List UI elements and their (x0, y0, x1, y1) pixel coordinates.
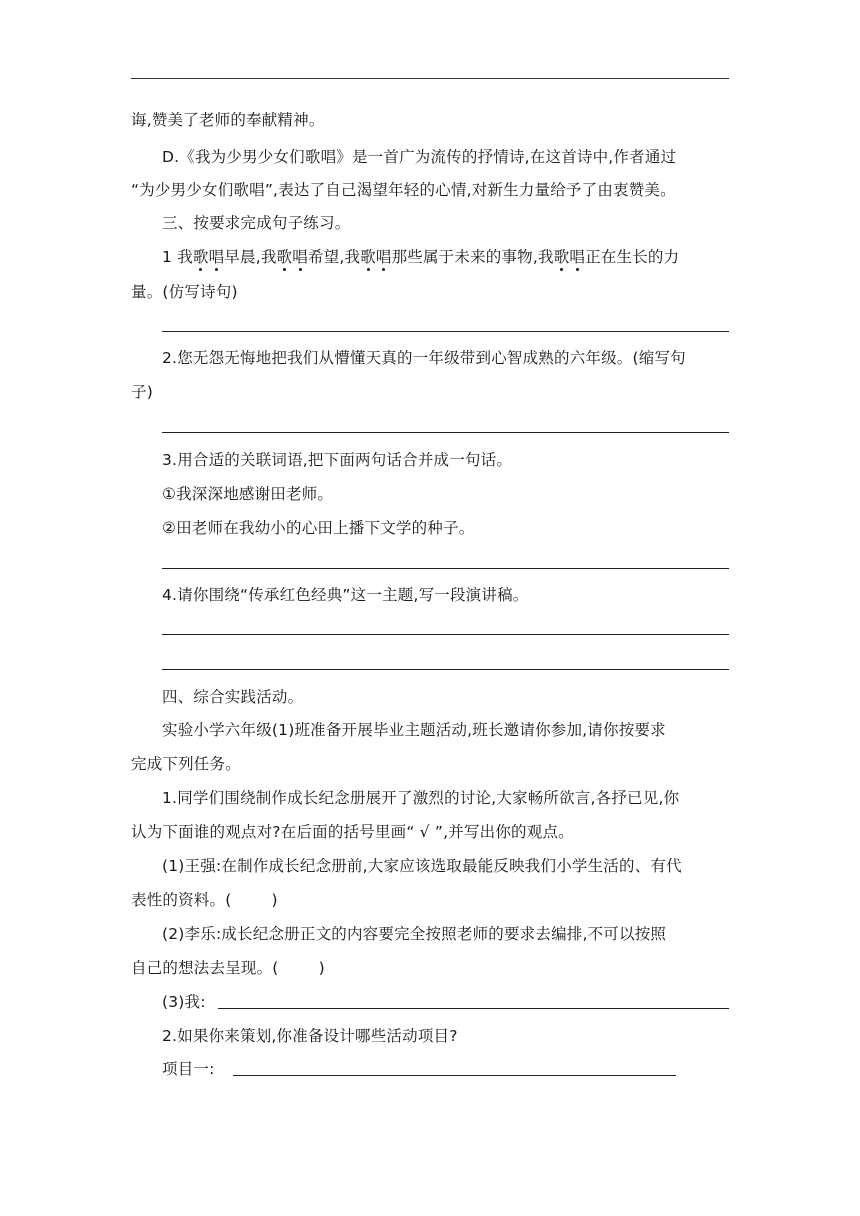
emphasized-char: 唱 (208, 248, 225, 266)
task-1-line2: 认为下面谁的观点对?在后面的括号里画“ √ ”,并写出你的观点。 (131, 823, 574, 841)
text-segment: 正在生长的力 (585, 248, 680, 266)
answer-line-q3[interactable] (162, 568, 729, 569)
text-segment: 1 我 (162, 248, 193, 266)
header-rule (131, 78, 729, 79)
option-d-line2: “为少男少女们歌唱”,表达了自己渴望年轻的心情,对新生力量给予了由衷赞美。 (131, 181, 676, 199)
emphasized-char: 歌 (192, 248, 209, 266)
answer-line-q4-a[interactable] (162, 634, 729, 635)
task-2-line1: 2.如果你来策划,你准备设计哪些活动项目? (162, 1027, 458, 1045)
answer-line-q4-b[interactable] (162, 669, 729, 670)
opinion-2-line1: (2)李乐:成长纪念册正文的内容要完全按照老师的要求去编排,不可以按照 (162, 925, 667, 943)
opinion-3-label: (3)我: (162, 993, 206, 1011)
opinion-1-text: 表性的资料。( (131, 891, 232, 909)
text-segment: 那些属于未来的事物,我 (391, 248, 554, 266)
opinion-1-line1: (1)王强:在制作成长纪念册前,大家应该选取最能反映我们小学生活的、有代 (162, 857, 682, 875)
emphasized-char: 唱 (375, 248, 392, 266)
opinion-1-line2 (131, 889, 278, 911)
paragraph-end: 诲,赞美了老师的奉献精神。 (131, 111, 325, 129)
question-3-line1: 3.用合适的关联词语,把下面两句话合并成一句话。 (162, 451, 513, 469)
emphasized-char: 歌 (553, 248, 570, 266)
project-1-label: 项目一: (162, 1060, 215, 1078)
question-2-line1: 2.您无怨无悔地把我们从懵懂天真的一年级带到心智成熟的六年级。(缩写句 (162, 349, 686, 367)
answer-line-project-1[interactable] (233, 1075, 676, 1076)
question-2-line2: 子) (131, 383, 153, 401)
text-segment: 早晨,我 (224, 248, 277, 266)
opinion-1-close-paren: ) (271, 891, 278, 909)
emphasized-char: 唱 (569, 248, 586, 266)
section-4-title: 四、综合实践活动。 (162, 688, 304, 706)
option-d-line1: D.《我为少男少女们歌唱》是一首广为流传的抒情诗,在这首诗中,作者通过 (162, 148, 677, 166)
answer-line-q1[interactable] (162, 331, 729, 332)
answer-line-q2[interactable] (162, 432, 729, 433)
opinion-2-line2 (131, 957, 325, 979)
answer-line-opinion-3[interactable] (218, 1008, 729, 1009)
task-1-line1: 1.同学们围绕制作成长纪念册展开了激烈的讨论,大家畅所欲言,各抒已见,你 (162, 789, 680, 807)
emphasized-char: 唱 (292, 248, 308, 266)
emphasized-char: 歌 (276, 248, 293, 266)
question-1-line2: 量。(仿写诗句) (131, 283, 238, 301)
question-1-line1 (162, 246, 679, 268)
emphasized-char: 歌 (360, 248, 376, 266)
section-4-intro-line2: 完成下列任务。 (131, 755, 241, 773)
section-3-title: 三、按要求完成句子练习。 (162, 214, 351, 232)
section-4-intro-line1: 实验小学六年级(1)班准备开展毕业主题活动,班长邀请你参加,请你按要求 (162, 721, 666, 739)
text-segment: 希望,我 (307, 248, 361, 266)
question-3-sentence1: ①我深深地感谢田老师。 (162, 485, 334, 503)
opinion-2-close-paren: ) (318, 959, 325, 977)
question-3-sentence2: ②田老师在我幼小的心田上播下文学的种子。 (162, 519, 475, 537)
question-4-line1: 4.请你围绕“传承红色经典”这一主题,写一段演讲稿。 (162, 586, 529, 604)
opinion-2-text: 自己的想法去呈现。( (131, 959, 279, 977)
